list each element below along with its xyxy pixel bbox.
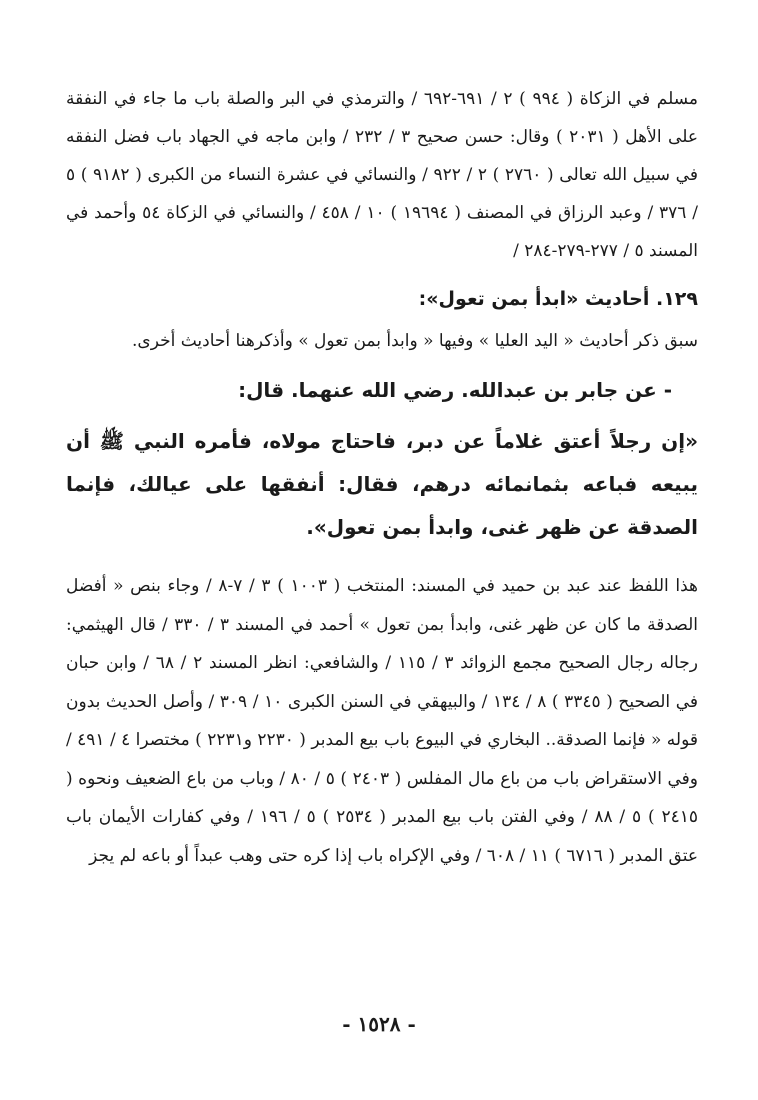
top-footnote-paragraph: مسلم في الزكاة ( ٩٩٤ ) ٢ / ٦٩١-٦٩٢ / والترمذي في البر والصلة باب ما جاء في النفقة على الأهل ( ٢٠٣١ ) وقال: حسن صحيح ٣ / ٢٣٢ / وابن ماجه في الجهاد باب فضل النفقه في سبيل الله تعالى ( ٢٧٦٠ ) ٢ / ٩٢٢ / والنسائي في عشرة النساء من الكبرى ( ٩١٨٢ ) ٥ / ٣٧٦ / وعبد الرزاق في المصنف ( ١٩٦٩٤ ) ١٠ / ٤٥٨ / والنسائي في الزكاة ٥٤ وأحمد في المسند ٥ / ٢٧٧-٢٧٩-٢٨٤ /: [66, 89, 699, 261]
section-heading: ١٢٩. أحاديث «ابدأ بمن تعول»:: [418, 288, 698, 310]
hadith-narrator: - عن جابر بن عبدالله. رضي الله عنهما. قال:: [238, 378, 672, 402]
section-intro: سبق ذكر أحاديث « اليد العليا » وفيها « وابدأ بمن تعول » وأذكرهنا أحاديث أخرى.: [132, 331, 698, 351]
page-number: - ١٥٢٨ -: [342, 1012, 416, 1036]
hadith-text: «إن رجلاً أعتق غلاماً عن دبر، فاحتاج مولاه، فأمره النبي ﷺ أن يبيعه فباعه بثمانمائه درهم، فقال: أنفقها على عيالك، فإنما الصدقة عن ظهر غنى، وابدأ بمن تعول».: [66, 429, 698, 539]
bottom-footnote-paragraph: هذا اللفظ عند عبد بن حميد في المسند: المنتخب ( ١٠٠٣ ) ٣ / ٧-٨ / وجاء بنص « أفضل الصدقة ما كان عن ظهر غنى، وابدأ بمن تعول » أحمد في المسند ٣ / ٣٣٠ / قال الهيثمي: رجاله رجال الصحيح مجمع الزوائد ٣ / ١١٥ / والشافعي: انظر المسند ٢ / ٦٨ / وابن حبان في الصحيح ( ٣٣٤٥ ) ٨ / ١٣٤ / والبيهقي في السنن الكبرى ١٠ / ٣٠٩ / وأصل الحديث بدون قوله « فإنما الصدقة.. البخاري في البيوع باب بيع المدبر ( ٢٢٣٠ و٢٢٣١ ) مختصرا ٤ / ٤٩١ / وفي الاستقراض باب من باع مال المفلس ( ٢٤٠٣ ) ٥ / ٨٠ / وباب من باع الضعيف ونحوه ( ٢٤١٥ ) ٥ / ٨٨ / وفي الفتن باب بيع المدبر ( ٢٥٣٤ ) ٥ / ١٩٦ / وفي كفارات الأيمان باب عتق المدبر ( ٦٧١٦ ) ١١ / ٦٠٨ / وفي الإكراه باب إذا كره حتى وهب عبداً أو باعه لم يجز: [66, 576, 698, 866]
page-content: [66, 80, 698, 875]
